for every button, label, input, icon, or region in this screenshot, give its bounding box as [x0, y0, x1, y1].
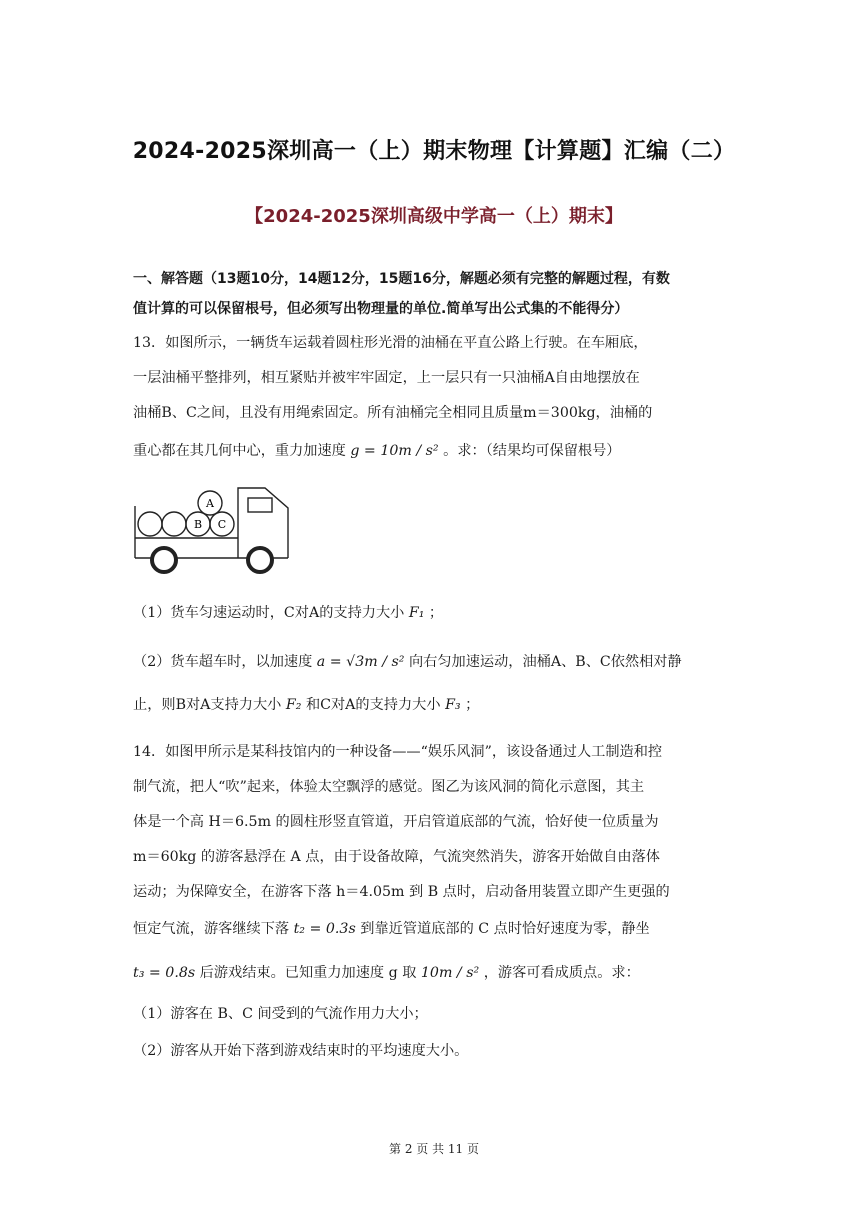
q14-part-1: （1）游客在 B、C 间受到的气流作用力大小；	[133, 1006, 428, 1022]
q13-line-1: 13．如图所示，一辆货车运载着圆柱形光滑的油桶在平直公路上行驶。在车厢底，	[133, 335, 648, 351]
q14-line-2: 制气流，把人“吹”起来，体验太空飘浮的感觉。图乙为该风洞的简化示意图，其主	[133, 779, 645, 795]
truck-figure	[133, 482, 293, 578]
q13-part-2-cont-mid: 和C对A的支持力大小	[305, 697, 441, 713]
q13-part-1-end: ；	[428, 605, 444, 621]
q13-part-2-cont	[133, 694, 479, 714]
q14-line-4: m＝60kg 的游客悬浮在 A 点，由于设备故障，气流突然消失，游客开始做自由落体	[133, 849, 660, 865]
q14-line-6-text: 恒定气流，游客继续下落	[133, 921, 290, 937]
force-f1: F₁	[408, 605, 425, 621]
q13-part-2-end: 向右匀加速运动，油桶A、B、C依然相对静	[408, 654, 682, 670]
q14-line-6	[133, 918, 650, 938]
force-f2: F₂	[285, 697, 302, 713]
q13-part-1	[133, 602, 443, 622]
barrel-a-label: A	[206, 497, 214, 510]
section-heading-line-2: 值计算的可以保留根号，但必须写出物理量的单位.简单写出公式集的不能得分）	[133, 301, 629, 317]
q13-line-4	[133, 440, 620, 460]
page-number-footer: 第 2 页 共 11 页	[389, 1142, 479, 1156]
q14-line-7	[133, 962, 640, 982]
q13-part-1-text: （1）货车匀速运动时，C对A的支持力大小	[133, 605, 405, 621]
q14-line-5: 运动；为保障安全，在游客下落 h＝4.05m 到 B 点时，启动备用装置立即产生更强的	[133, 884, 670, 900]
page-title: 2024-2025深圳高一（上）期末物理【计算题】汇编（二）	[132, 139, 736, 164]
gravity-value: 10m / s²	[420, 965, 480, 981]
q13-part-2	[133, 651, 682, 671]
time-t2: t₂ = 0.3s	[293, 921, 356, 937]
time-t3: t₃ = 0.8s	[133, 965, 196, 981]
q14-line-6-end: 到靠近管道底部的 C 点时恰好速度为零，静坐	[360, 921, 650, 937]
q14-line-7-text: 后游戏结束。已知重力加速度 g 取	[199, 965, 417, 981]
q13-line-4-end: 。求：（结果均可保留根号）	[443, 443, 621, 459]
force-f3: F₃	[445, 697, 461, 713]
barrel-c-label: C	[217, 518, 227, 531]
q13-part-2-text: （2）货车超车时，以加速度	[133, 654, 313, 670]
q14-line-3: 体是一个高 H＝6.5m 的圆柱形竖直管道，开启管道底部的气流，恰好使一位质量为	[133, 814, 659, 830]
q14-line-1: 14．如图甲所示是某科技馆内的一种设备——“娱乐风洞”，该设备通过人工制造和控	[133, 744, 663, 760]
q14-part-2: （2）游客从开始下落到游戏结束时的平均速度大小。	[133, 1043, 469, 1059]
acceleration-formula: a = √3m / s²	[316, 654, 405, 670]
q13-line-2: 一层油桶平整排列，相互紧贴并被牢牢固定，上一层只有一只油桶A自由地摆放在	[133, 370, 640, 386]
section-heading-line-1: 一、解答题（13题10分，14题12分，15题16分，解题必须有完整的解题过程，有数	[133, 271, 670, 287]
q13-part-2-cont-end: ；	[465, 697, 480, 713]
section-source-title: 【2024-2025深圳高级中学高一（上）期末】	[245, 206, 623, 227]
gravity-formula: g = 10m / s²	[350, 443, 439, 459]
q13-line-3: 油桶B、C之间，且没有用绳索固定。所有油桶完全相同且质量m＝300kg，油桶的	[133, 405, 653, 421]
q13-line-4-text: 重心都在其几何中心，重力加速度	[133, 443, 346, 459]
q14-line-7-end: ，游客可看成质点。求：	[483, 965, 640, 981]
q13-part-2-cont-text: 止，则B对A支持力大小	[133, 697, 282, 713]
barrel-b-label: B	[193, 518, 203, 531]
